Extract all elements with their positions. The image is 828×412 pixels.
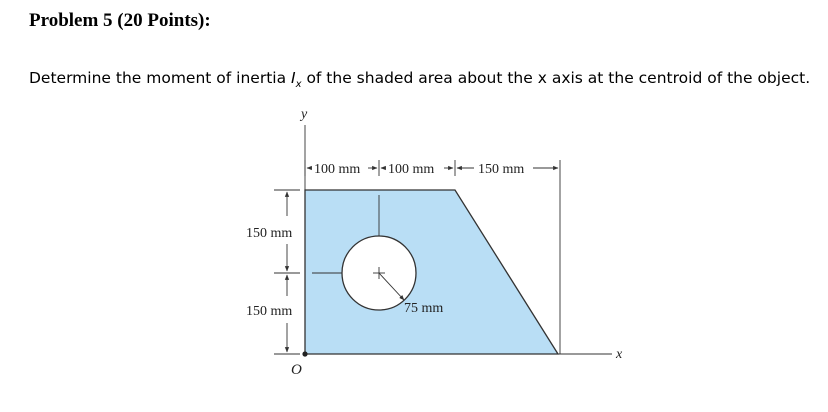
top-dim-2-label: 100 mm <box>388 162 435 177</box>
left-dim-2-label: 150 mm <box>246 304 293 319</box>
problem-title: Problem 5 (20 Points): <box>29 10 211 31</box>
radius-label: 75 mm <box>404 301 444 316</box>
origin-point <box>302 351 307 356</box>
question-subscript: x <box>295 79 302 91</box>
question-text-before: Determine the moment of inertia <box>29 69 292 87</box>
top-dim-3-label: 150 mm <box>478 162 525 177</box>
x-axis-label: x <box>616 347 623 362</box>
left-dim-1-label: 150 mm <box>246 226 293 241</box>
top-dim-1-label: 100 mm <box>314 162 361 177</box>
question-symbol: I <box>291 69 296 87</box>
y-axis-label: y <box>301 107 308 122</box>
question-text-after: of the shaded area about the x axis at the centroid of the object. <box>301 69 811 87</box>
origin-label: O <box>291 362 302 378</box>
